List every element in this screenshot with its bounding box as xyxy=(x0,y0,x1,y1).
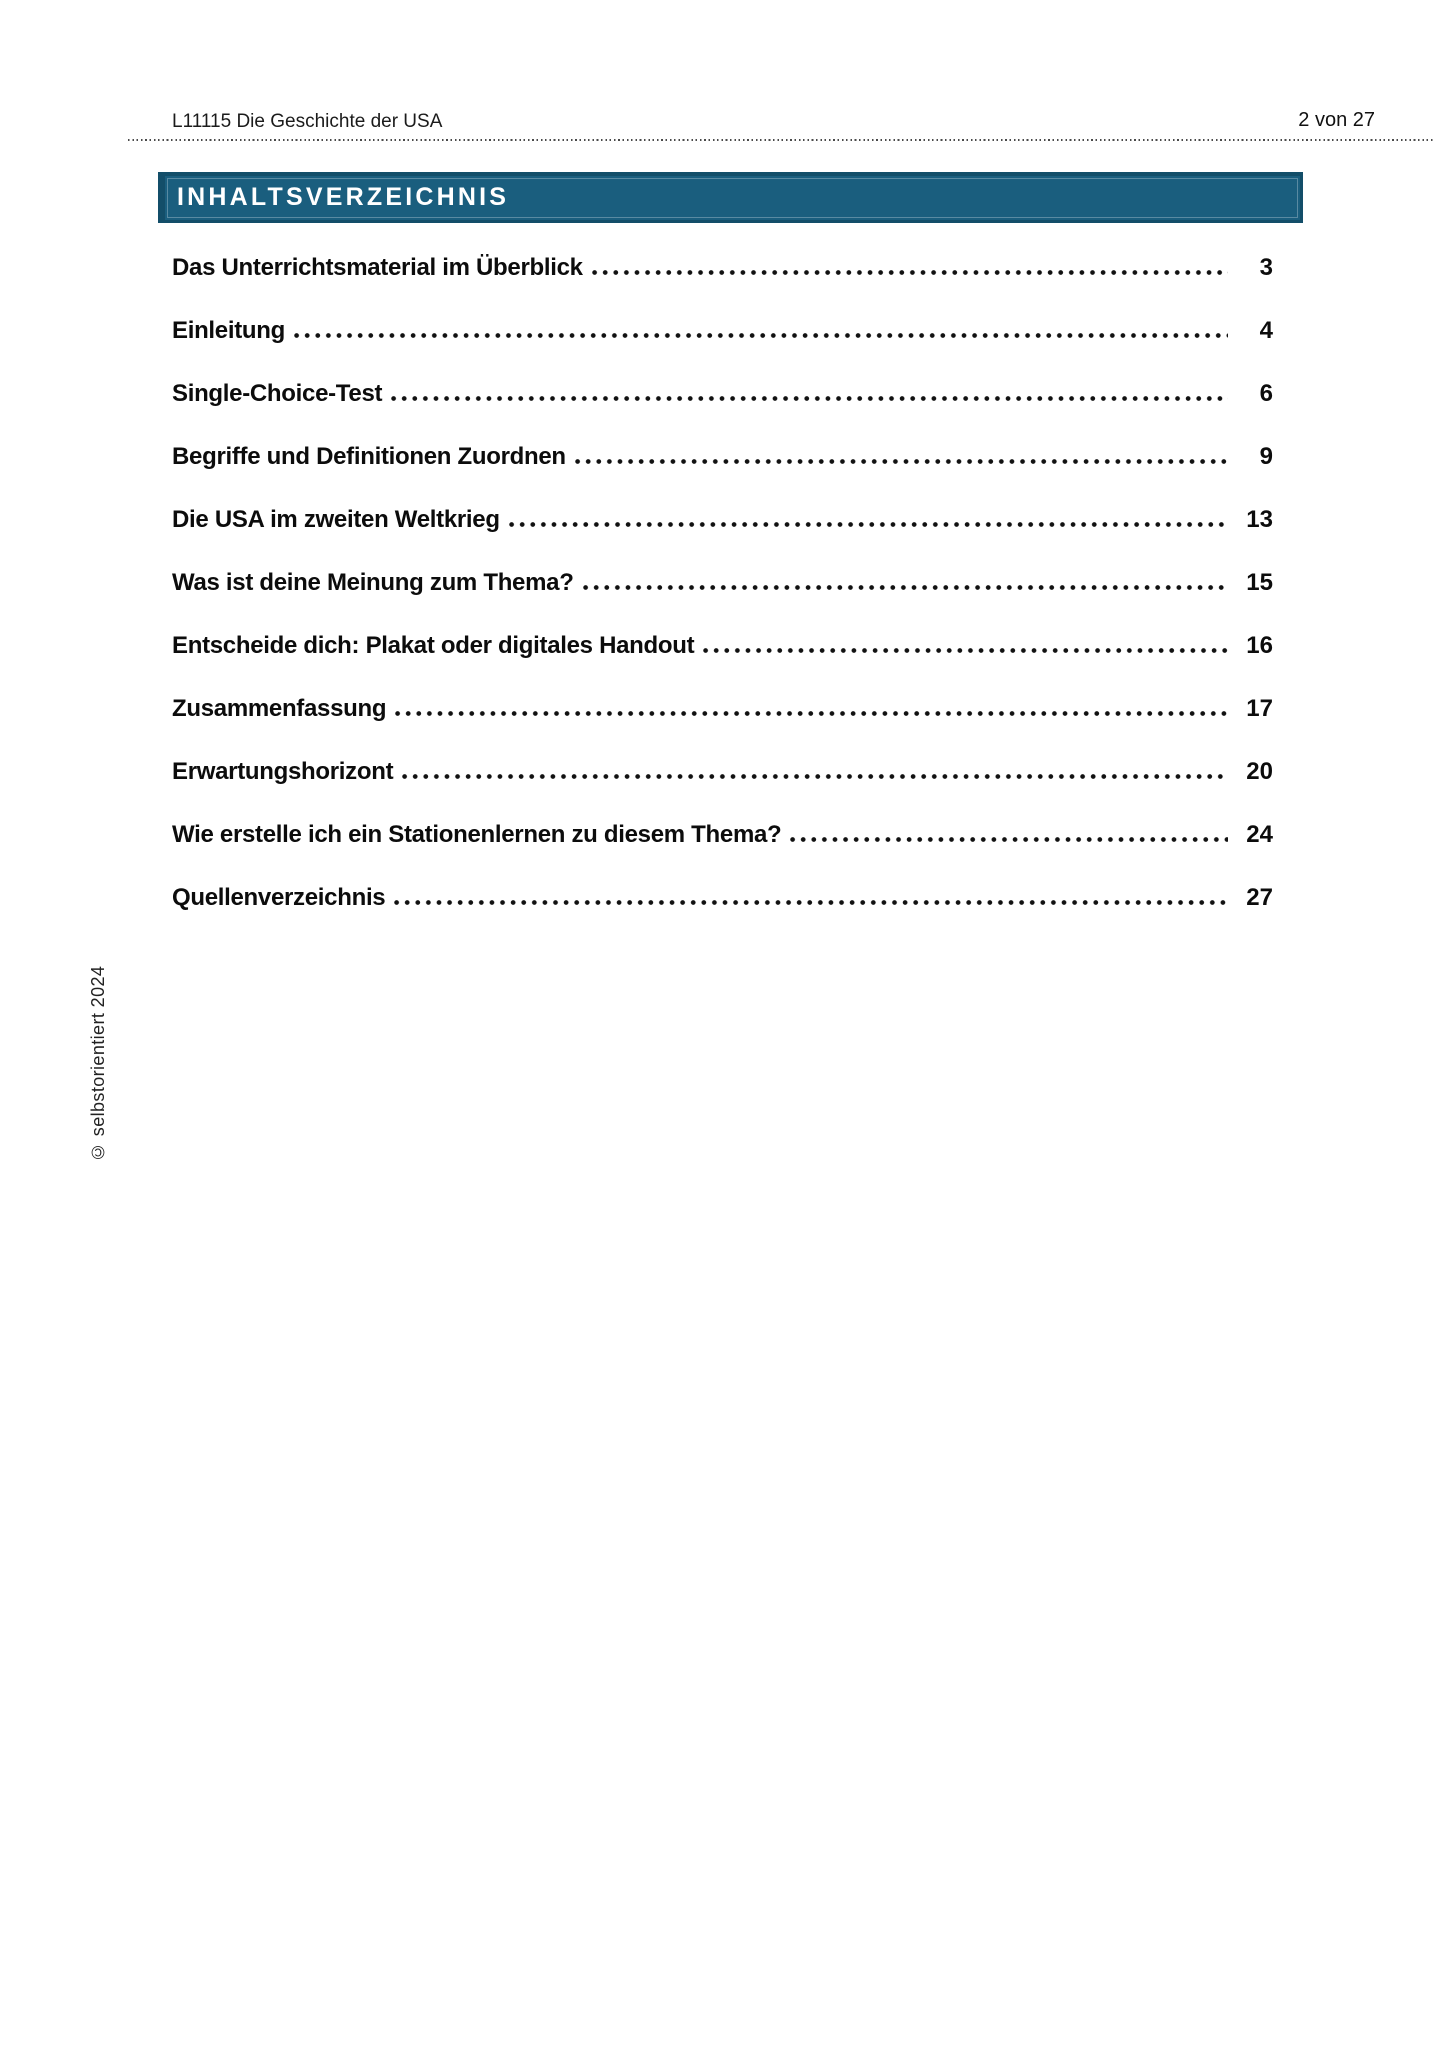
toc-entry[interactable] xyxy=(172,426,1273,489)
toc-entry-label: Einleitung xyxy=(172,317,285,344)
header-dotted-rule xyxy=(128,139,1435,141)
dot-leader xyxy=(703,648,1228,653)
toc-list xyxy=(172,237,1273,930)
toc-entry-label: Quellenverzeichnis xyxy=(172,884,386,911)
dot-leader xyxy=(395,711,1228,716)
toc-entry-label: Das Unterrichtsmaterial im Überblick xyxy=(172,254,583,281)
toc-entry-label: Erwartungshorizont xyxy=(172,758,394,785)
toc-entry[interactable] xyxy=(172,741,1273,804)
toc-entry[interactable] xyxy=(172,867,1273,930)
toc-entry-page-number: 9 xyxy=(1259,443,1273,470)
toc-entry-page-number: 3 xyxy=(1259,254,1273,281)
dot-leader xyxy=(402,774,1228,779)
toc-title-bar xyxy=(158,172,1303,223)
dot-leader xyxy=(294,333,1228,338)
toc-entry-page-number: 13 xyxy=(1246,506,1273,533)
dot-leader xyxy=(592,270,1228,275)
toc-entry-label: Wie erstelle ich ein Stationenlernen zu diesem Thema? xyxy=(172,821,782,848)
toc-entry[interactable] xyxy=(172,300,1273,363)
toc-entry-page-number: 6 xyxy=(1259,380,1273,407)
toc-entry-page-number: 16 xyxy=(1246,632,1273,659)
dot-leader xyxy=(583,585,1228,590)
toc-entry[interactable] xyxy=(172,804,1273,867)
toc-entry[interactable] xyxy=(172,363,1273,426)
header-doc-code: L11115 Die Geschichte der USA xyxy=(172,111,443,132)
toc-entry[interactable] xyxy=(172,489,1273,552)
dot-leader xyxy=(790,837,1228,842)
dot-leader xyxy=(575,459,1228,464)
dot-leader xyxy=(394,900,1228,905)
toc-entry[interactable] xyxy=(172,237,1273,300)
toc-entry-page-number: 17 xyxy=(1246,695,1273,722)
dot-leader xyxy=(391,396,1228,401)
toc-entry-label: Begriffe und Definitionen Zuordnen xyxy=(172,443,566,470)
toc-entry[interactable] xyxy=(172,552,1273,615)
toc-entry[interactable] xyxy=(172,678,1273,741)
toc-title: INHALTSVERZEICHNIS xyxy=(177,182,510,211)
toc-entry-label: Entscheide dich: Plakat oder digitales Handout xyxy=(172,632,695,659)
header-page-indicator: 2 von 27 xyxy=(1298,109,1375,131)
toc-entry-page-number: 20 xyxy=(1246,758,1273,785)
dot-leader xyxy=(509,522,1228,527)
toc-entry-label: Zusammenfassung xyxy=(172,695,387,722)
toc-entry-label: Die USA im zweiten Weltkrieg xyxy=(172,506,500,533)
toc-entry-label: Was ist deine Meinung zum Thema? xyxy=(172,569,574,596)
toc-entry[interactable] xyxy=(172,615,1273,678)
toc-entry-page-number: 15 xyxy=(1246,569,1273,596)
copyright-vertical-text: © selbstorientiert 2024 xyxy=(88,965,108,1162)
toc-entry-label: Single-Choice-Test xyxy=(172,380,383,407)
toc-entry-page-number: 24 xyxy=(1246,821,1273,848)
toc-entry-page-number: 27 xyxy=(1246,884,1273,911)
toc-entry-page-number: 4 xyxy=(1259,317,1273,344)
